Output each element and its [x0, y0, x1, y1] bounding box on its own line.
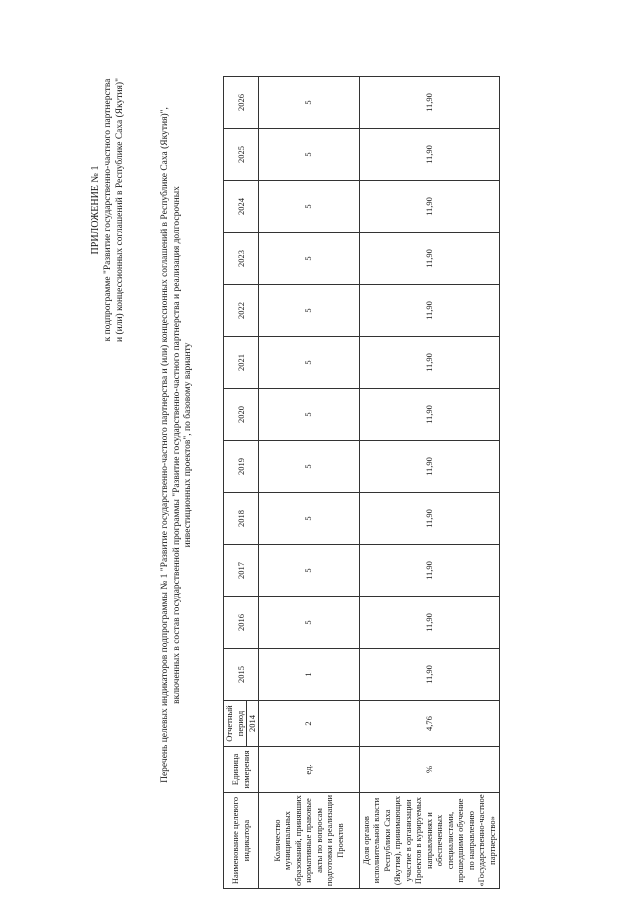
indicator-value: 5	[258, 129, 359, 181]
indicator-value: 11,90	[359, 337, 499, 389]
indicator-value: 5	[258, 77, 359, 129]
header-year: 2020	[224, 389, 259, 441]
indicator-value: 5	[258, 233, 359, 285]
indicator-value: 5	[258, 493, 359, 545]
appendix-line: и (или) концессионных соглашений в Республике Саха (Якутия)"	[115, 78, 125, 342]
header-year: 2015	[224, 649, 259, 701]
header-report	[224, 701, 259, 747]
indicator-value: 11,90	[359, 129, 499, 181]
indicator-value: 5	[258, 545, 359, 597]
indicator-value: 5	[258, 181, 359, 233]
heading-line: Перечень целевых индикаторов подпрограммы № 1 "Развитие государственно-частного партнерства и (или) концессионных соглашений в Республике Саха (Якутия)",	[160, 107, 170, 783]
header-year: 2025	[224, 129, 259, 181]
indicator-report-value: 4,76	[359, 701, 499, 747]
indicator-name: Количество муниципальных образований, принявших нормативные правовые акты по вопросам подготовки и реализации Проектов	[258, 793, 359, 889]
table-row	[359, 77, 499, 889]
header-unit: Единица измерения	[224, 747, 259, 793]
indicator-value: 11,90	[359, 181, 499, 233]
header-year: 2022	[224, 285, 259, 337]
header-year: 2017	[224, 545, 259, 597]
header-year: 2023	[224, 233, 259, 285]
indicator-value: 11,90	[359, 493, 499, 545]
indicator-name: Доля органов исполнительной власти Республики Саха (Якутия), принимающих участие в организации Проектов в курируемых направлениях и обеспеченных специалистами, прошедшими обучение по направлению «Государственно-частное партнерство»	[359, 793, 499, 889]
header-year: 2024	[224, 181, 259, 233]
indicator-value: 1	[258, 649, 359, 701]
indicator-unit: %	[359, 747, 499, 793]
indicator-value: 5	[258, 285, 359, 337]
header-report-year: 2014	[246, 701, 258, 746]
heading-line: инвестиционных проектов", по базовому варианту	[183, 342, 193, 548]
indicators-table	[223, 76, 500, 889]
appendix-title: ПРИЛОЖЕНИЕ № 1	[90, 165, 101, 255]
appendix-line: к подпрограмме "Развитие государственно-частного партнерства	[103, 78, 113, 342]
indicator-value: 11,90	[359, 389, 499, 441]
heading-line: включенных в состав государственной программы "Развитие государственно-частного партнерства и реализация долгосрочных	[171, 186, 182, 704]
table-header-row	[224, 77, 259, 889]
appendix-block	[90, 40, 126, 380]
indicator-value: 5	[258, 441, 359, 493]
table-row	[258, 77, 359, 889]
indicator-value: 5	[258, 597, 359, 649]
header-year: 2016	[224, 597, 259, 649]
indicator-value: 11,90	[359, 77, 499, 129]
header-year: 2018	[224, 493, 259, 545]
header-year: 2021	[224, 337, 259, 389]
header-year: 2026	[224, 77, 259, 129]
indicator-value: 11,90	[359, 441, 499, 493]
header-report-label: Отчетный период	[224, 705, 245, 742]
indicator-value: 5	[258, 337, 359, 389]
header-name: Наименование целевого индикатора	[224, 793, 259, 889]
indicator-value: 5	[258, 389, 359, 441]
indicator-value: 11,90	[359, 649, 499, 701]
indicator-unit: ед.	[258, 747, 359, 793]
indicator-value: 11,90	[359, 285, 499, 337]
header-year: 2019	[224, 441, 259, 493]
indicator-value: 11,90	[359, 545, 499, 597]
indicator-report-value: 2	[258, 701, 359, 747]
indicator-value: 11,90	[359, 233, 499, 285]
document-heading	[160, 55, 195, 835]
indicator-value: 11,90	[359, 597, 499, 649]
